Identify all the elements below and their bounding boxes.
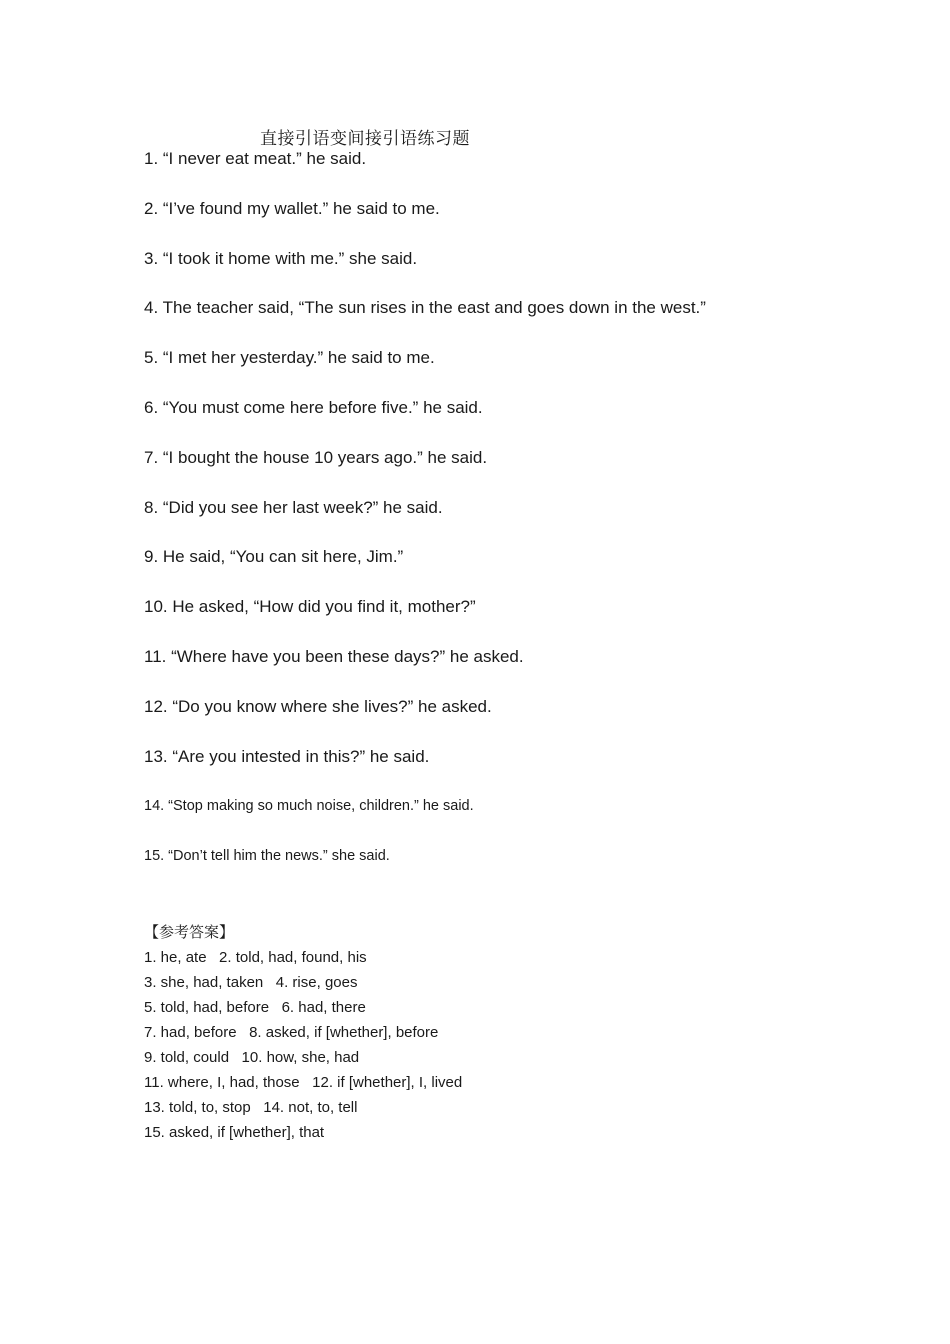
answer-line: 5. told, had, before 6. had, there xyxy=(144,999,366,1016)
document-title: 直接引语变间接引语练习题 xyxy=(260,129,470,149)
answer-line: 7. had, before 8. asked, if [whether], before xyxy=(144,1024,439,1041)
question-item: 5. “I met her yesterday.” he said to me. xyxy=(144,348,435,368)
question-item: 8. “Did you see her last week?” he said. xyxy=(144,497,443,517)
question-item: 9. He said, “You can sit here, Jim.” xyxy=(144,547,404,567)
question-item: 15. “Don’t tell him the news.” she said. xyxy=(144,848,390,865)
question-item: 11. “Where have you been these days?” he asked. xyxy=(144,646,524,666)
question-list xyxy=(144,148,904,895)
answer-line: 13. told, to, stop 14. not, to, tell xyxy=(144,1099,358,1116)
answer-key-heading: 【参考答案】 xyxy=(144,923,235,941)
question-item: 4. The teacher said, “The sun rises in the east and goes down in the west.” xyxy=(144,298,706,318)
question-item: 13. “Are you intested in this?” he said. xyxy=(144,746,430,766)
question-item: 12. “Do you know where she lives?” he asked. xyxy=(144,696,492,716)
question-item: 14. “Stop making so much noise, children.” he said. xyxy=(144,798,474,815)
question-item: 3. “I took it home with me.” she said. xyxy=(144,248,418,268)
question-item: 6. “You must come here before five.” he said. xyxy=(144,397,483,417)
answer-line: 3. she, had, taken 4. rise, goes xyxy=(144,974,358,991)
answer-line: 1. he, ate 2. told, had, found, his xyxy=(144,949,367,966)
question-item: 1. “I never eat meat.” he said. xyxy=(144,149,367,168)
answer-key xyxy=(144,920,744,1145)
answer-line: 15. asked, if [whether], that xyxy=(144,1124,325,1141)
question-item: 7. “I bought the house 10 years ago.” he said. xyxy=(144,447,488,467)
answer-line: 11. where, I, had, those 12. if [whether], I, lived xyxy=(144,1074,463,1091)
question-item: 2. “I’ve found my wallet.” he said to me. xyxy=(144,198,440,218)
question-item: 10. He asked, “How did you find it, mother?” xyxy=(144,597,476,617)
answer-line: 9. told, could 10. how, she, had xyxy=(144,1049,360,1066)
